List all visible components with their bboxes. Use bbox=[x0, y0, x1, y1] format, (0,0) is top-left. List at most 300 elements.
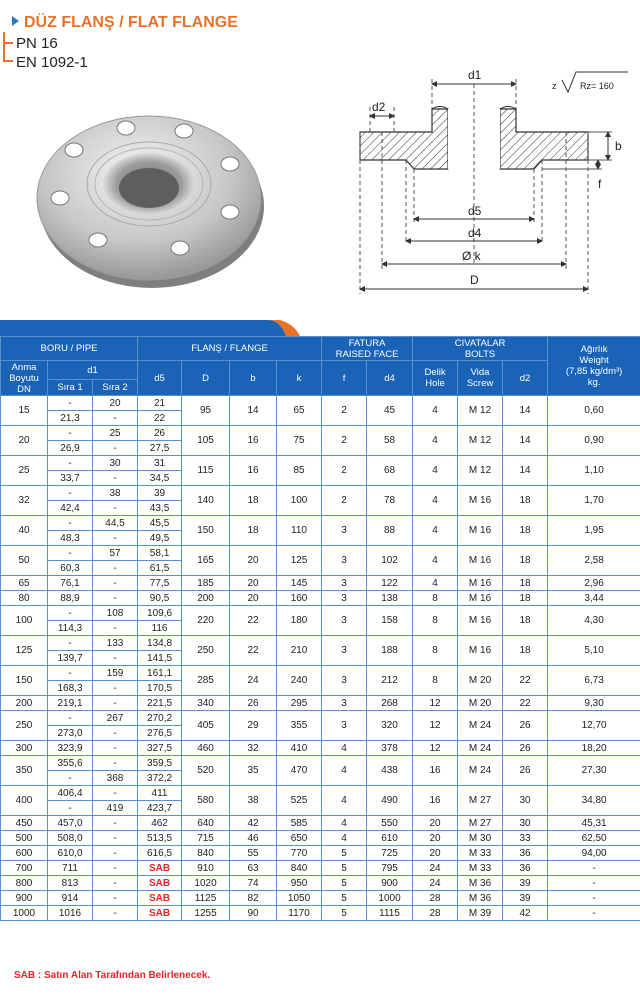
cell-k: 650 bbox=[277, 831, 322, 846]
cell-d4: 122 bbox=[367, 576, 413, 591]
cell-D: 250 bbox=[182, 636, 230, 666]
cell-series1: - bbox=[48, 771, 93, 786]
cell-d5: 26 bbox=[138, 426, 182, 441]
cell-series2: 44,5 bbox=[93, 516, 138, 531]
cell-f: 2 bbox=[322, 396, 367, 426]
cell-series2: 419 bbox=[93, 801, 138, 816]
cell-w: 3,44 bbox=[548, 591, 640, 606]
cell-k: 840 bbox=[277, 861, 322, 876]
cell-D: 95 bbox=[182, 396, 230, 426]
cell-series1: 508,0 bbox=[48, 831, 93, 846]
cell-hole: 28 bbox=[413, 891, 458, 906]
cell-D: 285 bbox=[182, 666, 230, 696]
cell-series2: 267 bbox=[93, 711, 138, 726]
cell-d2: 14 bbox=[503, 396, 548, 426]
cell-series1: - bbox=[48, 546, 93, 561]
cell-d2: 18 bbox=[503, 516, 548, 546]
cell-d2: 39 bbox=[503, 876, 548, 891]
flange-dimensions-table bbox=[0, 336, 640, 921]
cell-w: 1,95 bbox=[548, 516, 640, 546]
cell-series2: - bbox=[93, 411, 138, 426]
cell-k: 525 bbox=[277, 786, 322, 816]
cell-f: 3 bbox=[322, 576, 367, 591]
cell-D: 185 bbox=[182, 576, 230, 591]
cell-D: 910 bbox=[182, 861, 230, 876]
cell-series2: - bbox=[93, 861, 138, 876]
cell-D: 140 bbox=[182, 486, 230, 516]
cell-d5: 359,5 bbox=[138, 756, 182, 771]
cell-d5: 141,5 bbox=[138, 651, 182, 666]
cell-series2: 368 bbox=[93, 771, 138, 786]
cell-w: - bbox=[548, 906, 640, 921]
cell-b: 35 bbox=[230, 756, 277, 786]
cell-series1: - bbox=[48, 636, 93, 651]
table-row bbox=[1, 816, 640, 831]
table-row bbox=[1, 426, 640, 441]
cell-d5: 462 bbox=[138, 816, 182, 831]
cell-d5: 49,5 bbox=[138, 531, 182, 546]
header-screw-tr: Vida bbox=[470, 367, 490, 378]
table-row bbox=[1, 756, 640, 771]
cell-hole: 4 bbox=[413, 516, 458, 546]
cell-hole: 4 bbox=[413, 426, 458, 456]
table-row bbox=[1, 786, 640, 801]
header-f: f bbox=[322, 361, 367, 396]
label-d4: d4 bbox=[468, 226, 482, 240]
cell-b: 16 bbox=[230, 456, 277, 486]
cell-D: 1255 bbox=[182, 906, 230, 921]
cell-w: - bbox=[548, 891, 640, 906]
cell-b: 20 bbox=[230, 576, 277, 591]
cell-dn: 700 bbox=[1, 861, 48, 876]
cell-series2: - bbox=[93, 576, 138, 591]
cell-w: 9,30 bbox=[548, 696, 640, 711]
cell-f: 2 bbox=[322, 486, 367, 516]
cell-d4: 438 bbox=[367, 756, 413, 786]
cell-k: 585 bbox=[277, 816, 322, 831]
label-b: b bbox=[615, 139, 622, 153]
cell-screw: M 27 bbox=[458, 816, 503, 831]
cell-w: 34,80 bbox=[548, 786, 640, 816]
cell-series2: - bbox=[93, 591, 138, 606]
cell-d5: 616,5 bbox=[138, 846, 182, 861]
cell-series2: 133 bbox=[93, 636, 138, 651]
cell-series2: 25 bbox=[93, 426, 138, 441]
cell-d2: 33 bbox=[503, 831, 548, 846]
cell-d5: 90,5 bbox=[138, 591, 182, 606]
cell-w: - bbox=[548, 876, 640, 891]
cell-d2: 26 bbox=[503, 711, 548, 741]
cell-f: 4 bbox=[322, 786, 367, 816]
cell-k: 180 bbox=[277, 606, 322, 636]
cell-screw: M 16 bbox=[458, 516, 503, 546]
cell-series2: - bbox=[93, 561, 138, 576]
cell-b: 55 bbox=[230, 846, 277, 861]
cell-d2: 18 bbox=[503, 546, 548, 576]
cell-dn: 80 bbox=[1, 591, 48, 606]
cell-dn: 450 bbox=[1, 816, 48, 831]
cell-d5: 22 bbox=[138, 411, 182, 426]
cell-w: 12,70 bbox=[548, 711, 640, 741]
header-b: b bbox=[230, 361, 277, 396]
cell-hole: 20 bbox=[413, 831, 458, 846]
cell-D: 1125 bbox=[182, 891, 230, 906]
cell-series2: 20 bbox=[93, 396, 138, 411]
table-row bbox=[1, 876, 640, 891]
cell-dn: 400 bbox=[1, 786, 48, 816]
label-d2: d2 bbox=[372, 100, 386, 114]
cell-series1: 139,7 bbox=[48, 651, 93, 666]
cell-d5: 221,5 bbox=[138, 696, 182, 711]
table-header-band bbox=[0, 320, 640, 336]
cell-d4: 378 bbox=[367, 741, 413, 756]
header-dn-1: Anma bbox=[11, 361, 37, 373]
cell-series1: - bbox=[48, 396, 93, 411]
cell-b: 18 bbox=[230, 516, 277, 546]
cell-series1: 1016 bbox=[48, 906, 93, 921]
header-screw bbox=[458, 361, 503, 396]
cell-d2: 36 bbox=[503, 846, 548, 861]
cell-dn: 15 bbox=[1, 396, 48, 426]
label-D: D bbox=[470, 273, 479, 287]
cell-screw: M 16 bbox=[458, 606, 503, 636]
cell-k: 1170 bbox=[277, 906, 322, 921]
cell-series1: - bbox=[48, 606, 93, 621]
cell-screw: M 12 bbox=[458, 396, 503, 426]
cell-series2: - bbox=[93, 741, 138, 756]
cell-b: 46 bbox=[230, 831, 277, 846]
cell-d4: 1115 bbox=[367, 906, 413, 921]
header-series2: Sıra 2 bbox=[93, 380, 138, 396]
cell-f: 3 bbox=[322, 711, 367, 741]
cell-D: 105 bbox=[182, 426, 230, 456]
cell-f: 4 bbox=[322, 741, 367, 756]
header-D: D bbox=[182, 361, 230, 396]
cell-d5: 27,5 bbox=[138, 441, 182, 456]
cell-b: 38 bbox=[230, 786, 277, 816]
cell-screw: M 30 bbox=[458, 831, 503, 846]
pressure-rating: PN 16 bbox=[16, 35, 58, 52]
cell-w: 45,31 bbox=[548, 816, 640, 831]
table-row bbox=[1, 456, 640, 471]
cell-f: 3 bbox=[322, 546, 367, 576]
cell-series1: - bbox=[48, 486, 93, 501]
cell-b: 29 bbox=[230, 711, 277, 741]
cell-k: 145 bbox=[277, 576, 322, 591]
cell-d5: 45,5 bbox=[138, 516, 182, 531]
header-k: k bbox=[277, 361, 322, 396]
cell-b: 42 bbox=[230, 816, 277, 831]
cell-f: 2 bbox=[322, 456, 367, 486]
table-row bbox=[1, 576, 640, 591]
header-raised-face bbox=[322, 337, 413, 361]
cell-series2: - bbox=[93, 531, 138, 546]
cell-D: 520 bbox=[182, 756, 230, 786]
header-series1: Sıra 1 bbox=[48, 380, 93, 396]
cell-k: 125 bbox=[277, 546, 322, 576]
cell-screw: M 24 bbox=[458, 711, 503, 741]
cell-series1: 33,7 bbox=[48, 471, 93, 486]
cell-screw: M 20 bbox=[458, 696, 503, 711]
header-weight bbox=[548, 337, 640, 396]
cell-series1: 76,1 bbox=[48, 576, 93, 591]
cell-f: 4 bbox=[322, 756, 367, 786]
cell-d5: 372,2 bbox=[138, 771, 182, 786]
table-row bbox=[1, 711, 640, 726]
cell-d4: 138 bbox=[367, 591, 413, 606]
cell-hole: 4 bbox=[413, 546, 458, 576]
cell-d2: 22 bbox=[503, 666, 548, 696]
cell-d5: 21 bbox=[138, 396, 182, 411]
cell-b: 82 bbox=[230, 891, 277, 906]
cell-dn: 150 bbox=[1, 666, 48, 696]
cell-series2: 30 bbox=[93, 456, 138, 471]
cell-dn: 1000 bbox=[1, 906, 48, 921]
table-row bbox=[1, 696, 640, 711]
header-weight-en: Weight bbox=[579, 355, 609, 366]
cell-d2: 36 bbox=[503, 861, 548, 876]
cell-k: 160 bbox=[277, 591, 322, 606]
cell-w: - bbox=[548, 861, 640, 876]
cell-f: 3 bbox=[322, 516, 367, 546]
cell-d4: 212 bbox=[367, 666, 413, 696]
cell-k: 210 bbox=[277, 636, 322, 666]
cell-series2: - bbox=[93, 756, 138, 771]
cell-hole: 16 bbox=[413, 786, 458, 816]
cell-f: 5 bbox=[322, 846, 367, 861]
cell-D: 165 bbox=[182, 546, 230, 576]
cell-d5: 423,7 bbox=[138, 801, 182, 816]
cell-hole: 12 bbox=[413, 711, 458, 741]
cell-d5: 116 bbox=[138, 621, 182, 636]
cell-D: 460 bbox=[182, 741, 230, 756]
cell-d5: 77,5 bbox=[138, 576, 182, 591]
table-row bbox=[1, 666, 640, 681]
cell-d2: 18 bbox=[503, 486, 548, 516]
cell-hole: 24 bbox=[413, 861, 458, 876]
header-flange: FLANŞ / FLANGE bbox=[138, 337, 322, 361]
cell-series1: - bbox=[48, 516, 93, 531]
cell-b: 22 bbox=[230, 606, 277, 636]
cell-dn: 300 bbox=[1, 741, 48, 756]
header-d2: d2 bbox=[503, 361, 548, 396]
cell-hole: 4 bbox=[413, 456, 458, 486]
cell-series1: 21,3 bbox=[48, 411, 93, 426]
cell-d2: 22 bbox=[503, 696, 548, 711]
cell-d2: 30 bbox=[503, 786, 548, 816]
cell-series2: - bbox=[93, 906, 138, 921]
cell-dn: 20 bbox=[1, 426, 48, 456]
cell-d5: 161,1 bbox=[138, 666, 182, 681]
cell-d4: 68 bbox=[367, 456, 413, 486]
cell-series2: - bbox=[93, 651, 138, 666]
cell-series2: - bbox=[93, 471, 138, 486]
cell-d5: 411 bbox=[138, 786, 182, 801]
cell-screw: M 12 bbox=[458, 426, 503, 456]
cell-hole: 12 bbox=[413, 696, 458, 711]
cell-d4: 795 bbox=[367, 861, 413, 876]
cell-f: 5 bbox=[322, 861, 367, 876]
cell-d4: 490 bbox=[367, 786, 413, 816]
cell-series2: - bbox=[93, 846, 138, 861]
cell-d5: 43,5 bbox=[138, 501, 182, 516]
cell-d2: 26 bbox=[503, 756, 548, 786]
cell-series1: 355,6 bbox=[48, 756, 93, 771]
cell-D: 580 bbox=[182, 786, 230, 816]
cell-dn: 200 bbox=[1, 696, 48, 711]
cell-screw: M 24 bbox=[458, 756, 503, 786]
cell-series1: - bbox=[48, 456, 93, 471]
cell-f: 2 bbox=[322, 426, 367, 456]
cell-d2: 18 bbox=[503, 576, 548, 591]
cell-d5: 170,5 bbox=[138, 681, 182, 696]
triangle-bullet-icon bbox=[12, 16, 19, 26]
cell-series1: 813 bbox=[48, 876, 93, 891]
cell-d4: 1000 bbox=[367, 891, 413, 906]
cell-series1: 914 bbox=[48, 891, 93, 906]
cell-k: 1050 bbox=[277, 891, 322, 906]
cell-screw: M 33 bbox=[458, 861, 503, 876]
cell-hole: 8 bbox=[413, 666, 458, 696]
cell-D: 840 bbox=[182, 846, 230, 861]
table-row bbox=[1, 486, 640, 501]
cell-k: 240 bbox=[277, 666, 322, 696]
cell-d5: 270,2 bbox=[138, 711, 182, 726]
cell-hole: 24 bbox=[413, 876, 458, 891]
cell-d5: 34,5 bbox=[138, 471, 182, 486]
header-bolts-tr: CIVATALAR bbox=[454, 337, 506, 349]
cell-series2: - bbox=[93, 816, 138, 831]
table-row bbox=[1, 606, 640, 621]
cell-f: 5 bbox=[322, 891, 367, 906]
cell-D: 340 bbox=[182, 696, 230, 711]
cell-d5: 39 bbox=[138, 486, 182, 501]
header-d1: d1 bbox=[48, 361, 138, 380]
cell-series1: 457,0 bbox=[48, 816, 93, 831]
cell-d5: SAB bbox=[138, 861, 182, 876]
cell-b: 26 bbox=[230, 696, 277, 711]
cell-w: 2,58 bbox=[548, 546, 640, 576]
header-raised-face-tr: FATURA bbox=[348, 337, 386, 349]
header-dn-3: DN bbox=[17, 383, 31, 395]
cell-screw: M 12 bbox=[458, 456, 503, 486]
cell-series1: 323,9 bbox=[48, 741, 93, 756]
cell-series1: 610,0 bbox=[48, 846, 93, 861]
cell-b: 14 bbox=[230, 396, 277, 426]
cell-series1: - bbox=[48, 711, 93, 726]
cell-w: 5,10 bbox=[548, 636, 640, 666]
cell-series1: 273,0 bbox=[48, 726, 93, 741]
cell-d5: 31 bbox=[138, 456, 182, 471]
cell-series2: - bbox=[93, 501, 138, 516]
cell-d5: 58,1 bbox=[138, 546, 182, 561]
cell-f: 3 bbox=[322, 636, 367, 666]
cell-w: 2,96 bbox=[548, 576, 640, 591]
cell-b: 32 bbox=[230, 741, 277, 756]
cell-screw: M 16 bbox=[458, 636, 503, 666]
cell-k: 950 bbox=[277, 876, 322, 891]
cell-d5: 109,6 bbox=[138, 606, 182, 621]
table-row bbox=[1, 906, 640, 921]
cell-screw: M 16 bbox=[458, 591, 503, 606]
cell-series1: 114,3 bbox=[48, 621, 93, 636]
label-d5: d5 bbox=[468, 204, 482, 218]
cell-screw: M 16 bbox=[458, 486, 503, 516]
table-row bbox=[1, 861, 640, 876]
cell-w: 6,73 bbox=[548, 666, 640, 696]
cell-b: 16 bbox=[230, 426, 277, 456]
table-row bbox=[1, 846, 640, 861]
cell-d5: 327,5 bbox=[138, 741, 182, 756]
cell-dn: 50 bbox=[1, 546, 48, 576]
header-bolts bbox=[413, 337, 548, 361]
cell-dn: 250 bbox=[1, 711, 48, 741]
cell-d5: SAB bbox=[138, 906, 182, 921]
table-row bbox=[1, 591, 640, 606]
cell-d2: 14 bbox=[503, 426, 548, 456]
cell-dn: 600 bbox=[1, 846, 48, 861]
cell-series2: - bbox=[93, 441, 138, 456]
table-row bbox=[1, 891, 640, 906]
cell-d4: 550 bbox=[367, 816, 413, 831]
cell-dn: 800 bbox=[1, 876, 48, 891]
cell-series2: - bbox=[93, 786, 138, 801]
cell-dn: 32 bbox=[1, 486, 48, 516]
cell-f: 4 bbox=[322, 831, 367, 846]
header-weight-tr: Ağırlık bbox=[580, 344, 608, 355]
standard-label: EN 1092-1 bbox=[16, 54, 88, 71]
cell-f: 5 bbox=[322, 906, 367, 921]
cell-series1: 406,4 bbox=[48, 786, 93, 801]
cell-series2: - bbox=[93, 681, 138, 696]
label-d1: d1 bbox=[468, 68, 482, 82]
header-d5: d5 bbox=[138, 361, 182, 396]
cell-series1: 219,1 bbox=[48, 696, 93, 711]
cell-d4: 725 bbox=[367, 846, 413, 861]
label-rz: Rz= 160 bbox=[580, 81, 614, 91]
cell-hole: 8 bbox=[413, 636, 458, 666]
cell-d4: 58 bbox=[367, 426, 413, 456]
cell-hole: 20 bbox=[413, 816, 458, 831]
table-row bbox=[1, 516, 640, 531]
spec-bracket bbox=[3, 32, 13, 62]
cell-k: 85 bbox=[277, 456, 322, 486]
cell-k: 355 bbox=[277, 711, 322, 741]
cell-k: 470 bbox=[277, 756, 322, 786]
cell-D: 200 bbox=[182, 591, 230, 606]
page-title bbox=[12, 14, 238, 32]
cell-k: 100 bbox=[277, 486, 322, 516]
cell-w: 94,00 bbox=[548, 846, 640, 861]
cell-D: 150 bbox=[182, 516, 230, 546]
cell-series2: - bbox=[93, 876, 138, 891]
cell-d5: 276,5 bbox=[138, 726, 182, 741]
cell-series2: - bbox=[93, 621, 138, 636]
cell-screw: M 16 bbox=[458, 576, 503, 591]
cell-dn: 500 bbox=[1, 831, 48, 846]
table-row bbox=[1, 546, 640, 561]
cell-d4: 78 bbox=[367, 486, 413, 516]
cell-d2: 14 bbox=[503, 456, 548, 486]
cell-w: 62,50 bbox=[548, 831, 640, 846]
cell-w: 18,20 bbox=[548, 741, 640, 756]
cell-w: 0,60 bbox=[548, 396, 640, 426]
cell-screw: M 39 bbox=[458, 906, 503, 921]
header-hole bbox=[413, 361, 458, 396]
cell-k: 295 bbox=[277, 696, 322, 711]
header-dn bbox=[1, 361, 48, 396]
cell-screw: M 36 bbox=[458, 891, 503, 906]
